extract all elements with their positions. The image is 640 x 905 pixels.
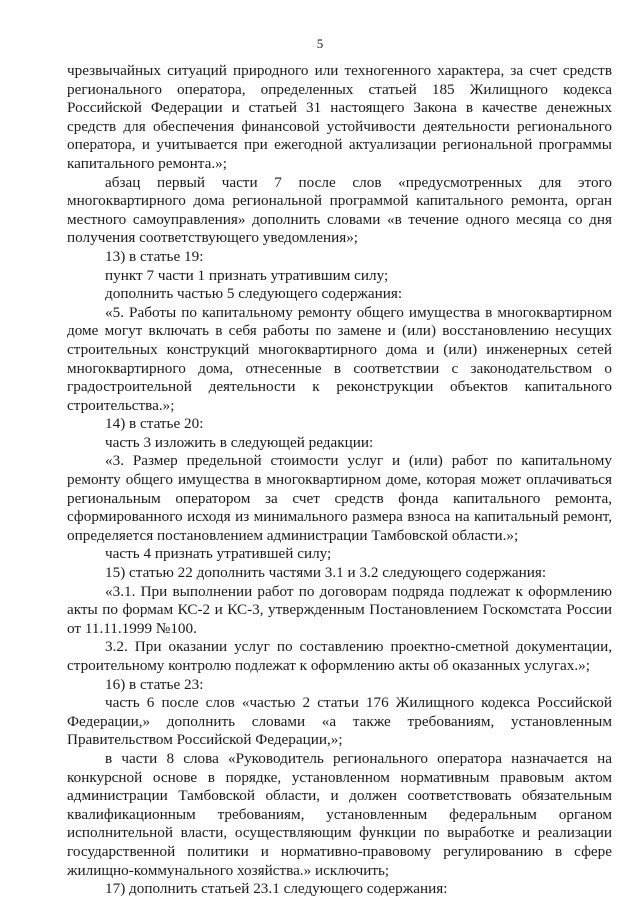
paragraph: часть 4 признать утратившей силу; [105,545,332,563]
paragraph: в части 8 слова «Руководитель регионального оператора назначается на конкурсной основе в порядке, установленном нормативным правовым актом администрации Тамбовской области, и должен соответствовать обязательным квалификационным требованиям, установленным федеральным органом исполнительной власти, осуществляющим функции по выработке и реализации государственной политики и нормативно-правовому регулированию в сфере жилищно-коммунального хозяйства.» исключить; [67,749,612,879]
page-number: 5 [316,36,324,51]
paragraph: «3. Размер предельной стоимости услуг и (или) работ по капитальному ремонту общего имущества в многоквартирном доме, которая может оплачиваться региональным оператором за счет средств фонда капитального ремонта, сформированного исходя из минимального размера взноса на капитальный ремонт, определяется постановлением администрации Тамбовской области.»; [67,452,612,544]
paragraph: 3.2. При оказании услуг по составлению проектно-сметной документации, строительному контролю подлежат к оформлению акты об оказанных услугах.»; [67,638,612,674]
paragraph: «5. Работы по капитальному ремонту общего имущества в многоквартирном доме могут включать в себя работы по замене и (или) восстановлению несущих строительных конструкций многоквартирного дома и (или) инженерных сетей многоквартирного дома, отнесенные в соответствии с законодательством о градостроительной деятельности к реконструкции объектов капитального строительства.»; [67,303,612,414]
list-item-13: 13) в статье 19: [105,247,204,265]
paragraph: «3.1. При выполнении работ по договорам подряда подлежат к оформлению акты по формам КС-2 и КС-3, утвержденным Постановлением Госкомстата России от 11.11.1999 №100. [67,582,612,637]
paragraph: чрезвычайных ситуаций природного или техногенного характера, за счет средств регионального оператора, определенных статьей 185 Жилищного кодекса Российской Федерации и статьей 31 настоящего Закона в качестве денежных средств для обеспечения финансовой устойчивости деятельности регионального оператора, и учитывается при ежегодной актуализации региональной программы капитального ремонта.»; [67,62,612,172]
document-body [67,62,612,899]
paragraph: дополнить частью 5 следующего содержания: [105,285,403,303]
list-item-16: 16) в статье 23: [105,675,204,693]
list-item-14: 14) в статье 20: [105,415,204,433]
list-item-15: 15) статью 22 дополнить частями 3.1 и 3.2 следующего содержания: [105,564,547,582]
list-item-17: 17) дополнить статьей 23.1 следующего содержания: [105,880,448,898]
paragraph: пункт 7 части 1 признать утратившим силу; [105,266,389,284]
paragraph: абзац первый части 7 после слов «предусмотренных для этого многоквартирного дома региональной программой капитального ремонта, орган местного самоуправления» дополнить словами «в течение одного месяца со дня получения соответствующего уведомления»; [67,173,612,247]
paragraph: часть 3 изложить в следующей редакции: [105,433,374,451]
paragraph: часть 6 после слов «частью 2 статьи 176 Жилищного кодекса Российской Федерации,» дополнить словами «а также требованиям, установленным Правительством Российской Федерации,»; [67,694,612,749]
